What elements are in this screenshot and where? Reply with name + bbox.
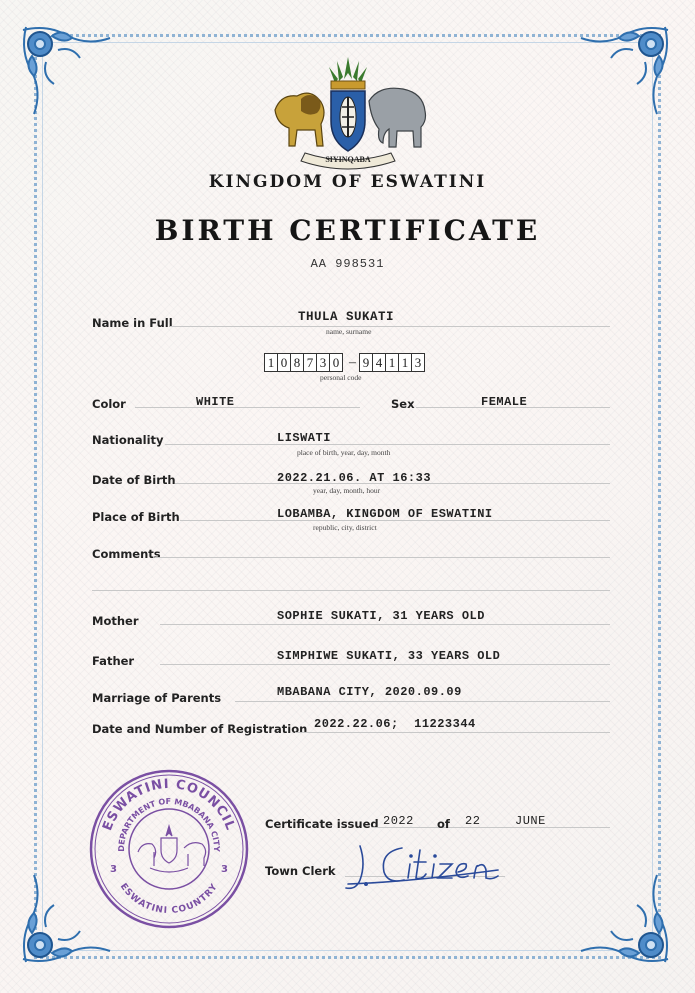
handwritten-signature [340,838,510,898]
pob-value: LOBAMBA, KINGDOM OF ESWATINI [277,507,493,521]
color-line [135,407,360,408]
certificate-title: BIRTH CERTIFICATE [154,214,541,247]
father-line [160,664,610,665]
nationality-value: LISWATI [277,431,331,445]
corner-ornament-top-left [18,22,113,117]
code-digit: 1 [398,353,412,372]
marriage-value: MBABANA CITY, 2020.09.09 [277,685,462,699]
stamp-inner-text: DEPARTMENT OF MBABANA CITY [116,796,222,852]
code-digit: 1 [385,353,399,372]
official-stamp [88,768,250,930]
dob-value: 2022.21.06. AT 16:33 [277,471,432,485]
pob-hint: republic, city, district [313,523,377,532]
issued-of-label: of [437,817,450,831]
registration-label: Date and Number of Registration [92,722,308,736]
mother-value: SOPHIE SUKATI, 31 YEARS OLD [277,609,485,623]
code-digit: 3 [316,353,330,372]
kingdom-heading: KINGDOM OF ESWATINI [208,172,487,192]
stamp-bottom-text: ESWATINI COUNTRY [117,881,221,917]
issued-day: 22 [465,814,481,828]
svg-text:ESWATINI COUNTRY [118,882,220,916]
mother-line [160,624,610,625]
stamp-number-left: 3 [110,864,117,875]
comments-line-2 [92,590,610,591]
code-digit: 1 [264,353,278,372]
marriage-line [235,701,610,702]
issued-year: 2022 [383,814,414,828]
father-label: Father [92,654,135,668]
mother-label: Mother [92,614,139,628]
comments-label: Comments [92,547,161,561]
corner-ornament-bottom-right [578,872,673,967]
stamp-number-right: 3 [221,864,228,875]
color-value: WHITE [196,395,235,409]
code-digit: 0 [277,353,291,372]
corner-ornament-top-right [578,22,673,117]
sex-value: FEMALE [481,395,528,409]
pob-label: Place of Birth [92,510,180,524]
emblem-motto: SIYINQABA [325,155,371,164]
code-digit: 3 [411,353,425,372]
personal-code-group-1 [265,353,343,372]
code-separator: – [349,354,356,370]
nationality-line [165,444,610,445]
father-value: SIMPHIWE SUKATI, 33 YEARS OLD [277,649,501,663]
issued-month: JUNE [515,814,546,828]
registration-value: 2022.22.06; 11223344 [314,717,476,731]
name-label: Name in Full [92,316,173,330]
sex-label: Sex [391,397,415,411]
registration-line [295,732,610,733]
clerk-label: Town Clerk [265,864,336,878]
color-label: Color [92,397,126,411]
stamp-top-text: ESWATINI COUNCIL [100,776,238,833]
nationality-label: Nationality [92,433,164,447]
code-digit: 4 [372,353,386,372]
personal-code-group-2 [360,353,425,372]
marriage-label: Marriage of Parents [92,691,222,705]
name-line [170,326,610,327]
name-value: THULA SUKATI [298,310,395,324]
personal-code-hint: personal code [320,373,362,382]
code-digit: 9 [359,353,373,372]
code-digit: 7 [303,353,317,372]
issued-label: Certificate issued [265,817,379,831]
code-digit: 0 [329,353,343,372]
dob-label: Date of Birth [92,473,176,487]
serial-number: AA 998531 [310,257,385,271]
coat-of-arms-emblem [265,55,431,173]
dob-hint: year, day, month, hour [313,486,381,495]
nationality-hint: place of birth, year, day, month [297,448,391,457]
personal-code [265,353,425,372]
code-digit: 8 [290,353,304,372]
comments-line-1 [155,557,610,558]
name-hint: name, surname [326,327,372,336]
